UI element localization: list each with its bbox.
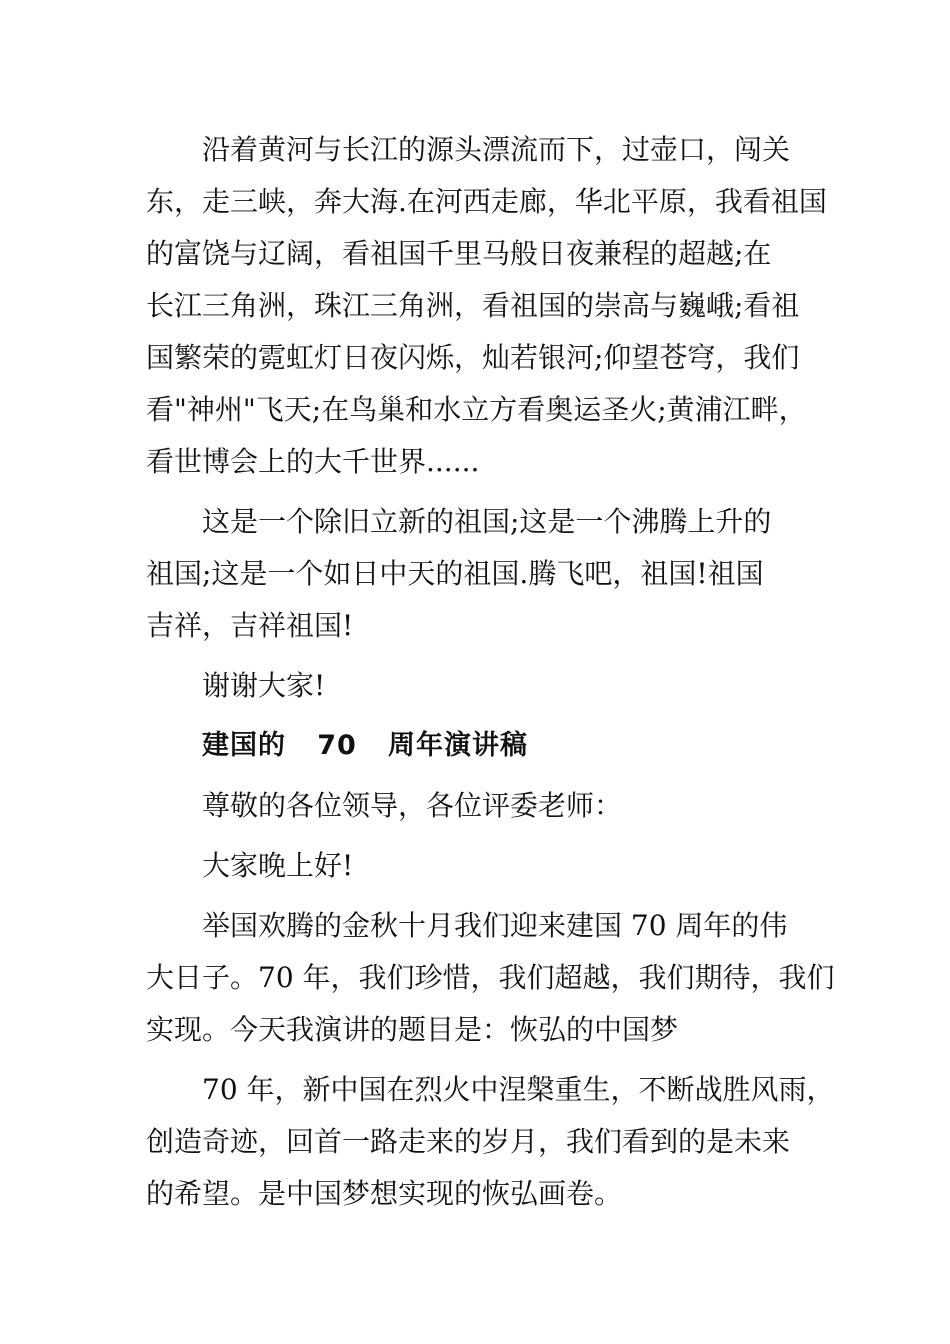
text-line: 创造奇迹，回首一路走来的岁月，我们看到的是未来 <box>146 1125 791 1158</box>
text-line: 的富饶与辽阔，看祖国千里马般日夜兼程的超越;在 <box>146 237 772 270</box>
text-line: 东，走三峡，奔大海.在河西走廊，华北平原，我看祖国 <box>146 185 827 218</box>
paragraph-intro <box>146 900 835 1056</box>
text-line: 长江三角洲，珠江三角洲，看祖国的崇高与巍峨;看祖 <box>146 289 800 322</box>
text-line: 这是一个除旧立新的祖国;这是一个沸腾上升的 <box>202 505 772 538</box>
text-line: 吉祥，吉祥祖国! <box>146 609 354 642</box>
paragraph-rebirth <box>146 1064 835 1220</box>
paragraph-greeting-evening <box>146 840 822 892</box>
text-line: 谢谢大家! <box>202 669 326 702</box>
text-line: 实现。今天我演讲的题目是：恢弘的中国梦 <box>146 1013 679 1046</box>
text-line: 祖国;这是一个如日中天的祖国.腾飞吧，祖国!祖国 <box>146 557 764 590</box>
text-line: 大家晚上好! <box>202 849 354 882</box>
paragraph-thanks <box>146 660 822 712</box>
text-line: 国繁荣的霓虹灯日夜闪烁，灿若银河;仰望苍穹，我们 <box>146 341 800 374</box>
paragraph-greeting-leaders <box>146 780 822 832</box>
section-heading: 建国的 70 周年演讲稿 <box>202 730 528 761</box>
text-line: 举国欢腾的金秋十月我们迎来建国 70 周年的伟 <box>202 909 788 942</box>
text-line: 沿着黄河与长江的源头漂流而下，过壶口，闯关 <box>202 133 791 166</box>
text-line: 70 年，新中国在烈火中涅槃重生，不断战胜风雨， <box>202 1073 835 1106</box>
paragraph-motherland <box>146 496 822 652</box>
text-line: 看"神州"飞天;在鸟巢和水立方看奥运圣火;黄浦江畔， <box>146 393 807 426</box>
text-line: 大日子。70 年，我们珍惜，我们超越，我们期待，我们 <box>146 961 835 994</box>
text-line: 的希望。是中国梦想实现的恢弘画卷。 <box>146 1177 623 1210</box>
document-body <box>146 124 835 1228</box>
paragraph-journey <box>146 124 827 488</box>
text-line: 看世博会上的大千世界...... <box>146 445 480 478</box>
text-line: 尊敬的各位领导，各位评委老师： <box>202 789 623 822</box>
